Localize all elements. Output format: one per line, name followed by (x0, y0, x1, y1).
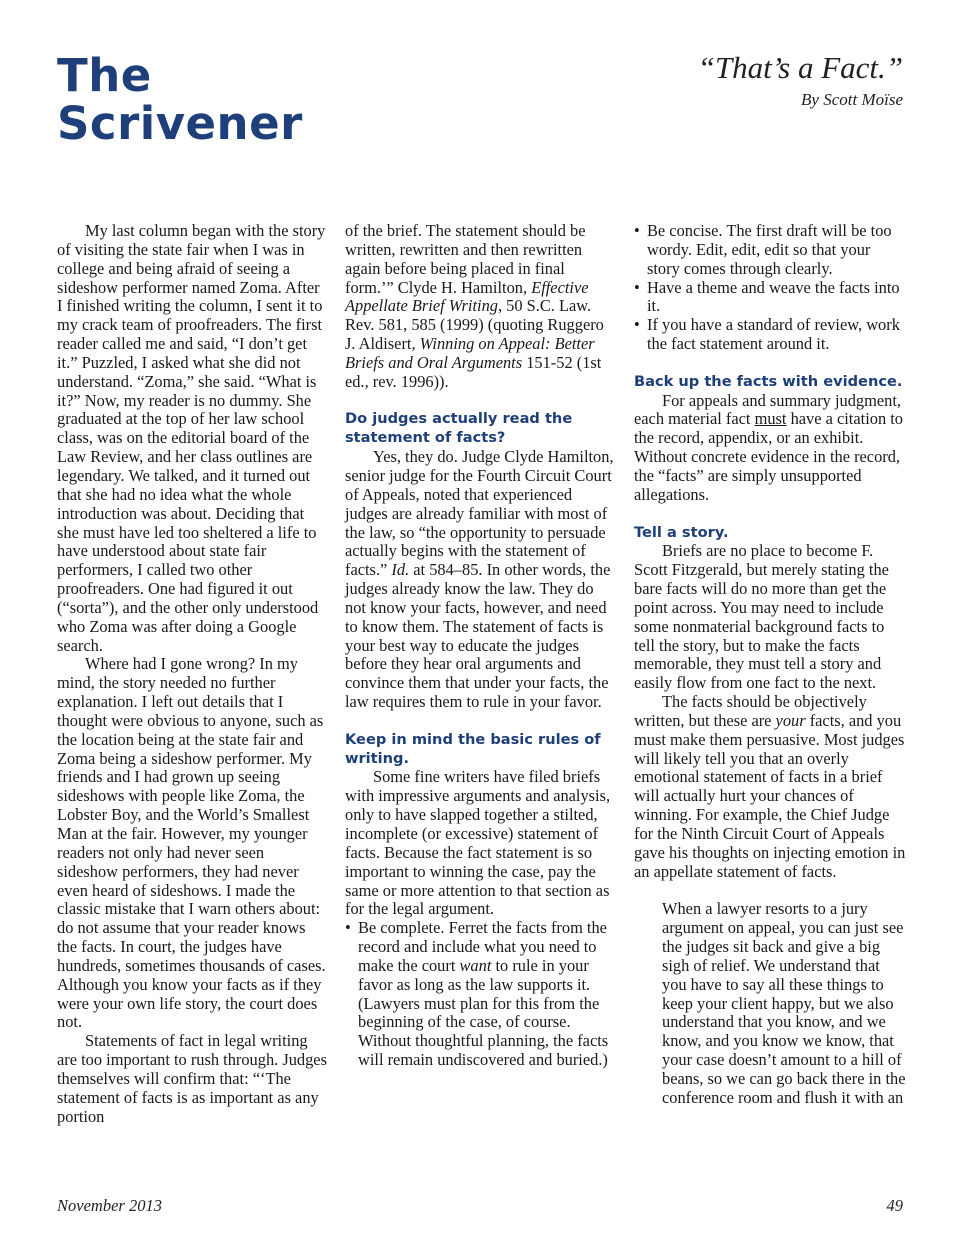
emphasis: your (775, 710, 806, 730)
page-number: 49 (886, 1196, 903, 1215)
bullet-icon: • (634, 221, 640, 240)
bullet-icon: • (634, 315, 640, 335)
byline: By Scott Moïse (801, 90, 903, 109)
citation-id: Id. (391, 560, 410, 580)
text-run: to rule in your favor as long as the law supports it. (Lawyers must plan for this from the beginning of the case, of course. Without thoughtful planning, the facts will remain undiscovered and buried.) (358, 955, 609, 1070)
list-item (634, 222, 906, 279)
text-run: have a citation to the record, appendix, or an exhibit. Without concrete evidence in the record, the “facts” are simply unsupported allegations. (634, 409, 903, 504)
list-item (345, 919, 617, 1070)
paragraph (634, 392, 906, 505)
text-run: of the brief. The statement should be written, rewritten and then rewritten again before being placed in final form.’” Clyde H. Hamilton, (345, 221, 586, 297)
citation-title: Effective Appellate Brief Writing (345, 277, 589, 316)
paragraph: Where had I gone wrong? In my mind, the story needed no further explanation. I left out details that I thought were obvious to anyone, such as the location being at the state fair and Zoma being a sideshow performer. My friends and I had grown up seeing sideshows with people like Zoma, the Lobster Boy, and the World’s Smallest Man at the fair. However, my younger readers not only had never seen sideshow performers, they had never even heard of sideshows. I made the classic mistake that I warn others about: do not assume that your reader knows the facts. In court, the judges have hundreds, sometimes thousands of cases. Although you know your facts as if they were your own life story, the court does not. (57, 654, 326, 1032)
paragraph: My last column began with the story of visiting the state fair when I was in college and being afraid of seeing a sideshow performer named Zoma. After I finished writing the column, I sent it to my crack team of proofreaders. The first reader called me and said, “I don’t get it.” Puzzled, I asked what she did not understand. “Zoma,” she said. “What is it?” Now, my reader is no dummy. She graduated at the top of her law school class, was on the editorial board of the Law Review, and her class outlines are legendary. We talked, and it turned out that she had no idea what the whole introduction was about. Deciding that she must have led too sheltered a life to have understood about state fair performers, I called two other proofreaders. One had figured it out (“sorta”), and the other only understood who Zoma was after doing a Google search. (57, 221, 326, 655)
section-heading: Tell a story. (634, 523, 729, 541)
masthead-line-2: Scrivener (57, 97, 303, 150)
bullet-icon: • (634, 277, 640, 297)
paragraph (345, 448, 617, 712)
list-item (634, 316, 906, 354)
emphasis: must (754, 409, 787, 429)
block-quote: When a lawyer resorts to a jury argument on appeal, you can just see the judges sit back and give a big sigh of relief. We understand that you have to say all these things to keep your client happy, but we also understand that you know, and we know, and you know we know, that your case doesn’t amount to a hill of beans, so we can go back there in the conference room and flush it with an (662, 899, 906, 1107)
bullet-list (634, 222, 906, 354)
bullet-icon: • (345, 918, 351, 938)
section-heading: Keep in mind the basic rules of writing. (345, 730, 601, 767)
section-heading: Back up the facts with evidence. (634, 372, 903, 390)
paragraph: Statements of fact in legal writing are too important to rush through. Judges themselves will confirm that: “‘The statement of facts is as important as any portion (57, 1031, 327, 1126)
text-run: The facts should be objectively written, but these are (634, 692, 867, 730)
article-title: “That’s a Fact.” (697, 50, 903, 85)
text-run: at 584–85. In other words, the judges already know the law. They do not know your facts, however, and need to know them. The statement of facts is your best way to educate the judges before they hear oral arguments and convince them that under your facts, the law requires them to rule in your favor. (345, 560, 611, 712)
paragraph: Briefs are no place to become F. Scott Fitzgerald, but merely stating the bare facts will do no more than get the point across. You may need to include some nonmaterial background facts to tell the story, but to make the facts memorable, they must tell a story and easily flow from one fact to the next. (634, 541, 889, 693)
text-run: If you have a standard of review, work the fact statement around it. (647, 315, 900, 354)
article-header (698, 50, 903, 110)
paragraph (345, 222, 617, 392)
paragraph: Some fine writers have filed briefs with impressive arguments and analysis, only to have slapped together a stilted, incomplete (or excessive) statement of facts. Because the fact statement is so important to winning the case, pay the same or more attention to that section as for the legal argument. (345, 767, 611, 919)
text-run: Yes, they do. Judge Clyde Hamilton, senior judge for the Fourth Circuit Court of Appeals, noted that experienced judges are already familiar with most of the law, so “the opportunity to persuade actually begins with the statement of facts.” (345, 447, 614, 580)
list-item (634, 279, 906, 317)
section-heading: Do judges actually read the statement of facts? (345, 410, 573, 447)
column-2 (345, 222, 617, 1070)
paragraph (634, 693, 906, 881)
column-3 (634, 222, 906, 1108)
text-run: facts, and you must make them persuasive. Most judges will likely tell you that an overly emotional statement of facts in a brief will actually hurt your chances of winning. For example, the Chief Judge for the Ninth Circuit Court of Appeals gave his thoughts on injecting emotion in an appellate statement of facts. (634, 710, 906, 881)
citation-title: Winning on Appeal: Better Briefs and Oral Arguments (345, 334, 595, 372)
text-run: Be complete. Ferret the facts from the record and include what you need to make the court (358, 918, 607, 975)
text-run: Be concise. The first draft will be too wordy. Edit, edit, edit so that your story comes through clearly. (647, 221, 892, 278)
masthead-line-1: The (57, 49, 152, 102)
text-run: Have a theme and weave the facts into it. (647, 277, 900, 316)
text-run: , 50 S.C. Law. Rev. 581, 585 (1999) (quoting Ruggero J. Aldisert, (345, 296, 604, 354)
text-run: 151-52 (1st ed., rev. 1996)). (345, 352, 602, 391)
footer-date: November 2013 (57, 1196, 162, 1215)
emphasis: want (459, 955, 492, 975)
column-1 (57, 222, 329, 1127)
bullet-list (345, 919, 617, 1070)
masthead (57, 49, 303, 150)
text-run: For appeals and summary judgment, each material fact (634, 390, 901, 429)
